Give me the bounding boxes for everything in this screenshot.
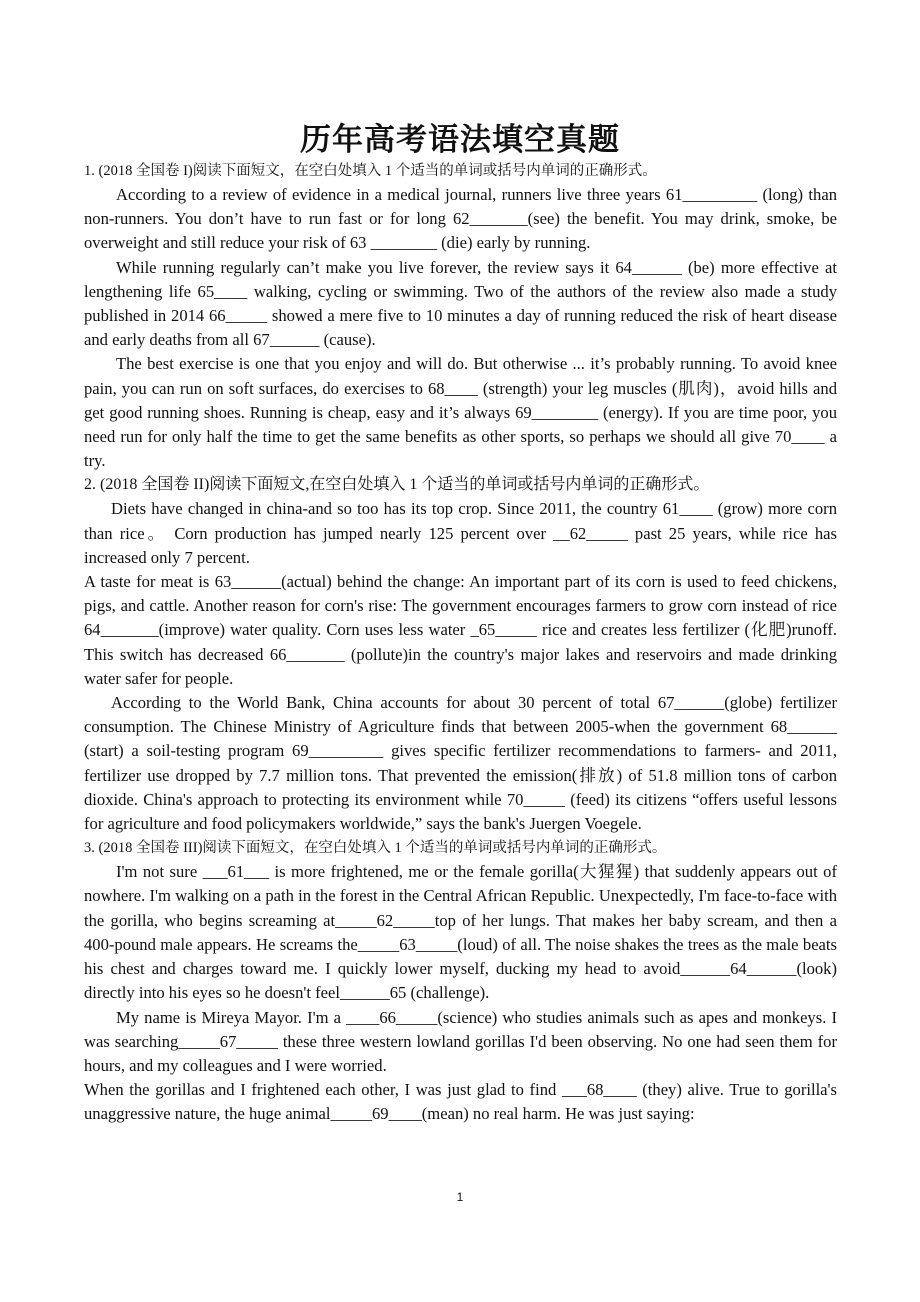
document-body — [84, 159, 837, 1127]
section-3-paragraph-2: My name is Mireya Mayor. I'm a ____66_____(science) who studies animals such as apes and monkeys. I was searching_____67_____ these three western lowland gorillas I'd been observing. No one had seen them for hours, and my colleagues and I were worried. — [84, 1007, 837, 1075]
section-1-paragraph-3: The best exercise is one that you enjoy and will do. But otherwise ... it’s probably running. To avoid knee pain, you can run on soft surfaces, do exercises to 68____ (strength) your leg muscles (肌肉)，avoid hills and get good running shoes. Running is cheap, easy and it’s always 69________ (energy). If you are time poor, you need run for only half the time to get the same benefits as other sports, so perhaps we should all give 70____ a try. — [84, 354, 837, 471]
section-2-heading: 2. (2018 全国卷 II)阅读下面短文,在空白处填入 1 个适当的单词或括号内单词的正确形式。 — [84, 476, 710, 494]
section-1-paragraph-1: According to a review of evidence in a medical journal, runners live three years 61_________ (long) than non-runners. You don’t have to run fast or for long 62_______(see) the benefit. You may drink, smoke, be overweight and still reduce your risk of 63 ________ (die) early by running. — [84, 185, 837, 253]
section-3-paragraph-3: When the gorillas and I frightened each other, I was just glad to find ___68____ (they) alive. True to gorilla's unaggressive nature, the huge animal_____69____(mean) no real harm. He was just saying: — [84, 1080, 837, 1124]
section-2-paragraph-1: Diets have changed in china-and so too has its top crop. Since 2011, the country 61____ (grow) more corn than rice。 Corn production has jumped nearly 125 percent over __62_____ past 25 years, while rice has increased only 7 percent. — [84, 499, 837, 567]
section-2-paragraph-2: A taste for meat is 63______(actual) behind the change: An important part of its corn is used to feed chickens, pigs, and cattle. Another reason for corn's rise: The government encourages farmers to grow corn instead of rice 64_______(improve) water quality. Corn uses less water _65_____ rice and creates less fertilizer (化肥)runoff. This switch has decreased 66_______ (pollute)in the country's major lakes and reservoirs and made drinking water safer for people. — [84, 572, 837, 688]
section-1-paragraph-2: While running regularly can’t make you live forever, the review says it 64______ (be) more effective at lengthening life 65____ walking, cycling or swimming. Two of the authors of the review also made a study published in 2014 66_____ showed a mere five to 10 minutes a day of running reduced the risk of heart disease and early deaths from all 67______ (cause). — [84, 257, 837, 350]
section-3-heading: 3. (2018 全国卷 III)阅读下面短文，在空白处填入 1 个适当的单词或括号内单词的正确形式。 — [84, 840, 667, 857]
page-title: 历年高考语法填空真题 — [300, 122, 620, 158]
section-3-paragraph-1: I'm not sure ___61___ is more frightened, me or the female gorilla(大猩猩) that suddenly appears out of nowhere. I'm walking on a path in the forest in the Central African Republic. Unexpectedly, I'm face-to-face with the gorilla, who begins screaming at_____62_____top of her lungs. That makes her baby scream, and then a 400-pound male appears. He screams the_____63_____(loud) of all. The noise shakes the trees as the male beats his chest and charges toward me. I quickly lower myself, ducking my head to avoid______64______(look) directly into his eyes so he doesn't feel______65 (challenge). — [84, 862, 837, 1003]
section-1-heading: 1. (2018 全国卷 I)阅读下面短文，在空白处填入 1 个适当的单词或括号内单词的正确形式。 — [84, 163, 657, 179]
section-2-paragraph-3: According to the World Bank, China accounts for about 30 percent of total 67______(globe) fertilizer consumption. The Chinese Ministry of Agriculture finds that between 2005-when the government 68______ (start) a soil-testing program 69_________ gives specific fertilizer recommendations to farmers- and 2011, fertilizer use dropped by 7.7 million tons. That prevented the emission(排放) of 51.8 million tons of carbon dioxide. China's approach to protecting its environment while 70_____ (feed) its citizens “offers useful lessons for agriculture and food policymakers worldwide,” says the bank's Juergen Voegele. — [84, 693, 837, 834]
page-number: 1 — [456, 1190, 464, 1204]
